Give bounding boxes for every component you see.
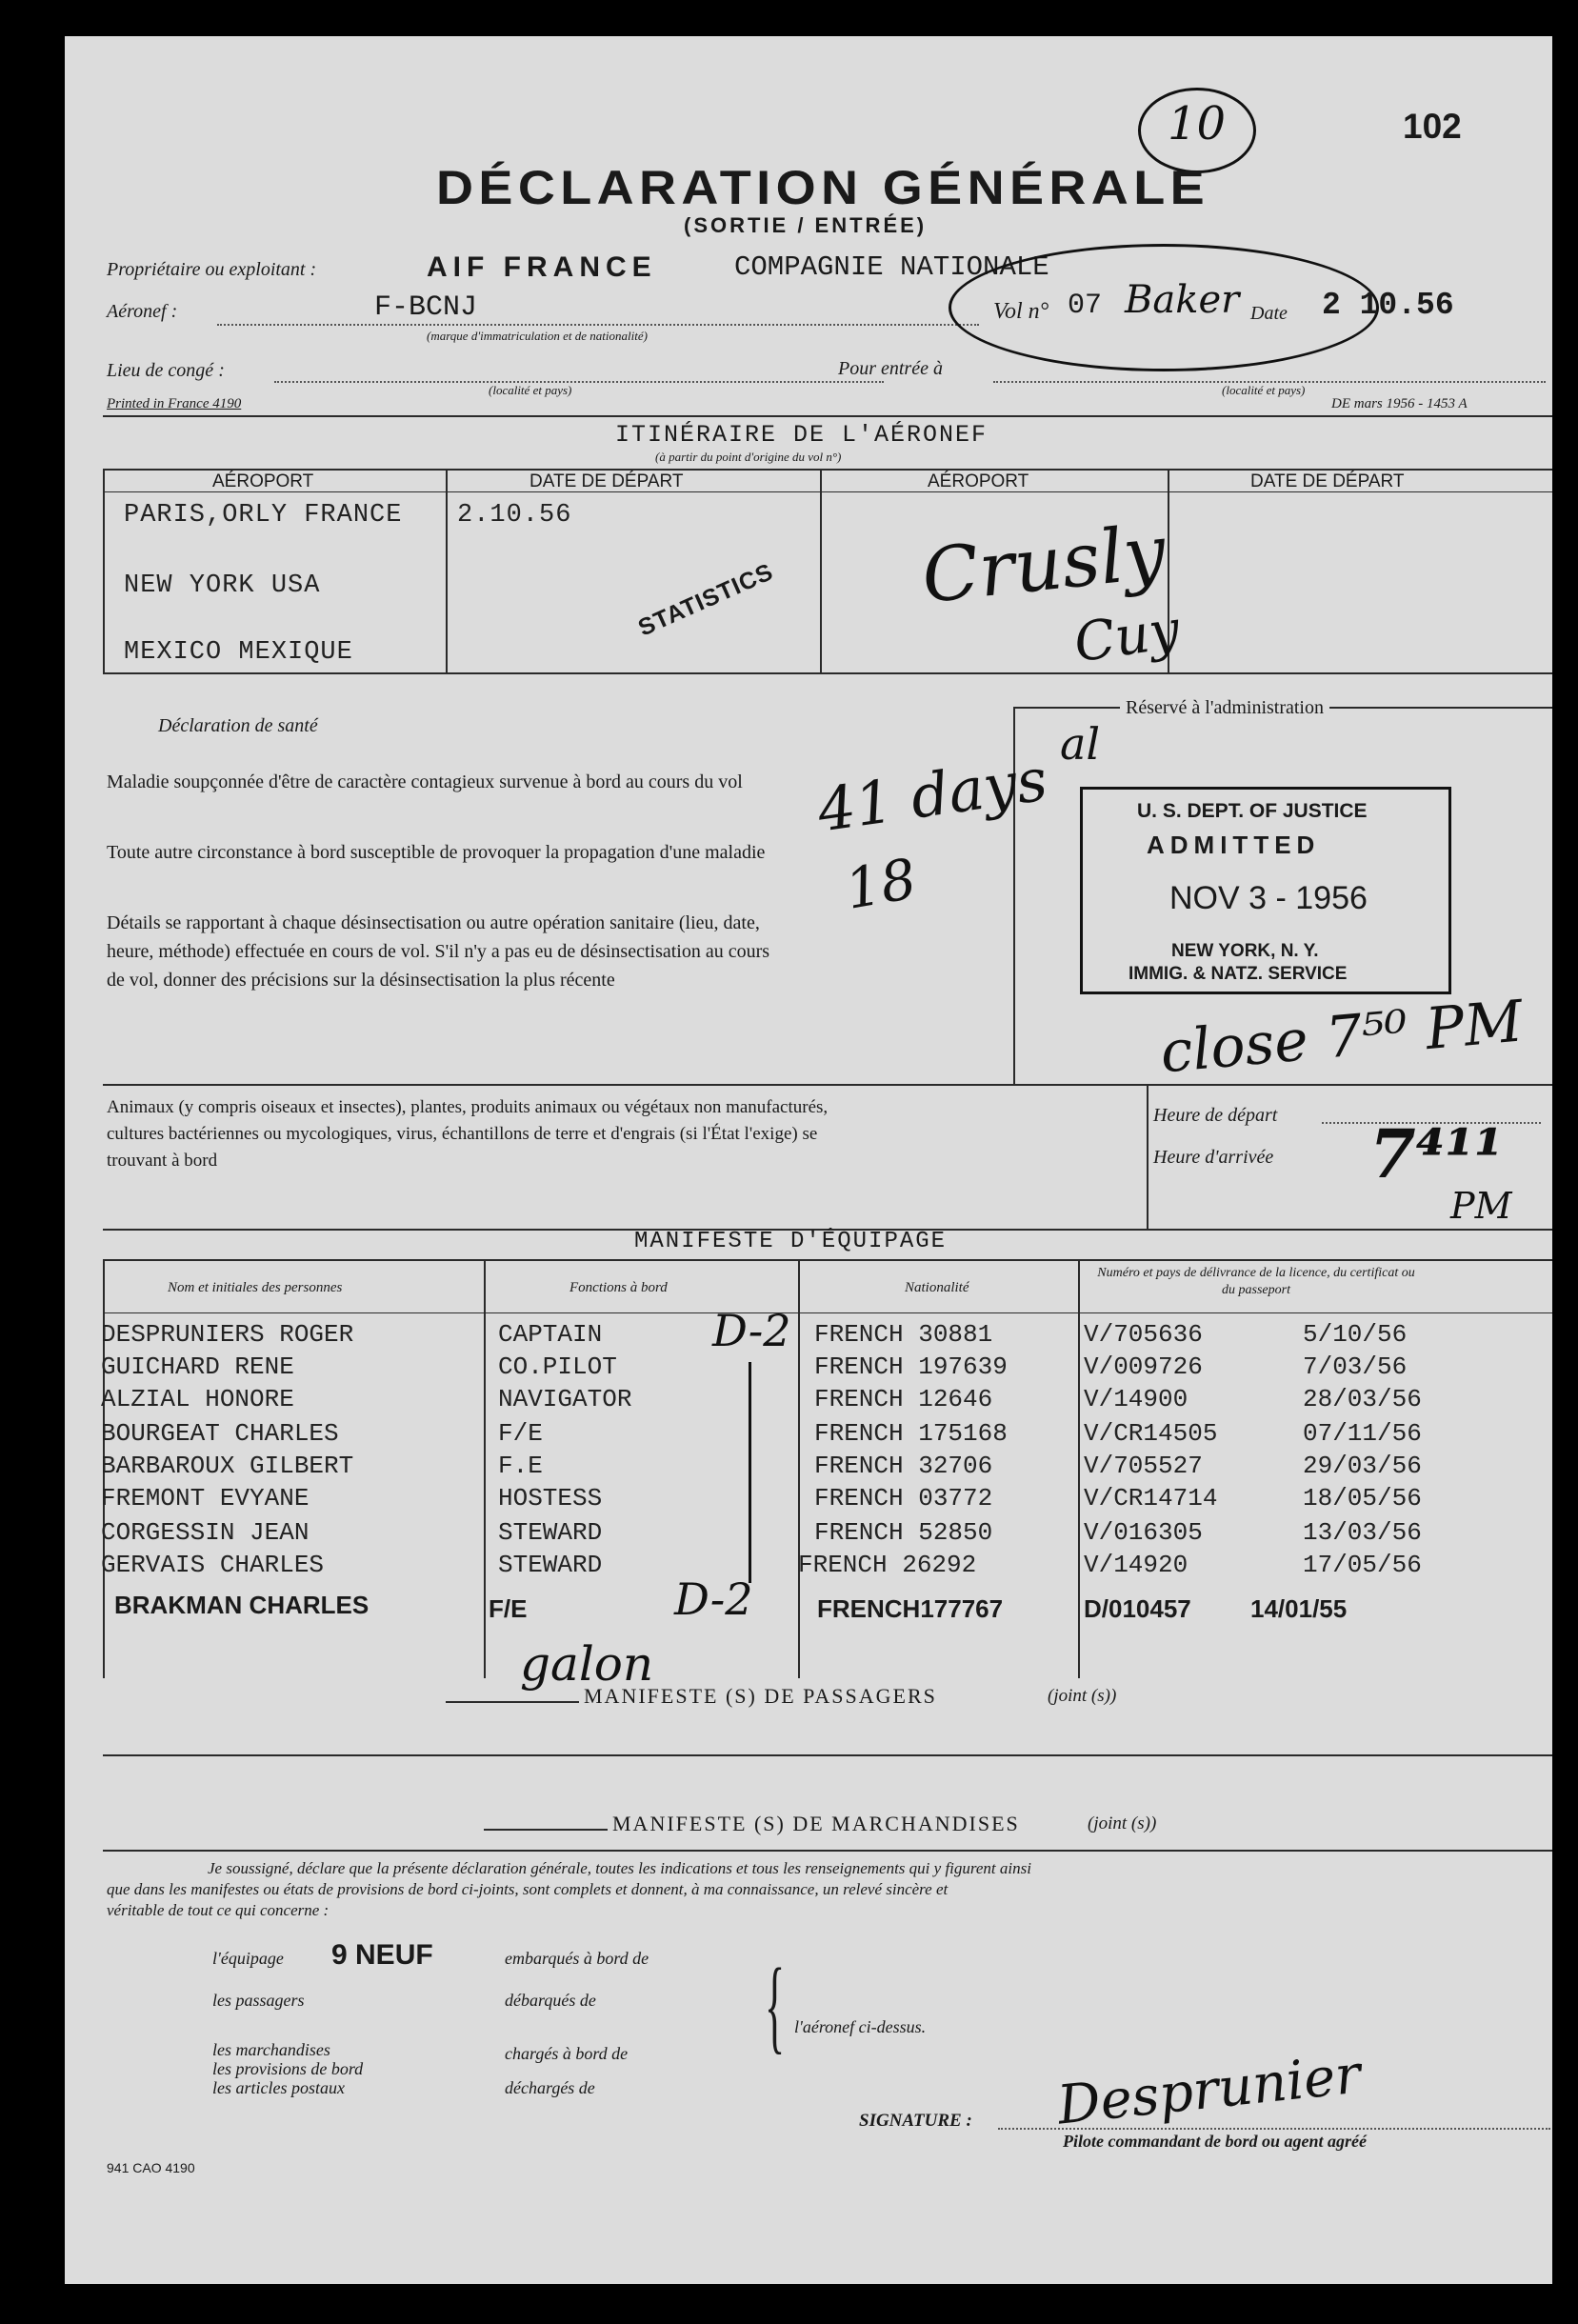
flight-handwritten: Baker	[1125, 278, 1240, 322]
summary-loaded: chargés à bord de	[505, 2044, 629, 2063]
handwritten-note: 18	[840, 846, 922, 922]
crew-header: Nom et initiales des personnes	[168, 1280, 343, 1295]
stamp-line: NEW YORK, N. Y.	[1171, 941, 1319, 961]
stamp-date: NOV 3 - 1956	[1169, 880, 1368, 916]
printer-left: Printed in France 4190	[107, 396, 242, 411]
page-number: 102	[1403, 107, 1462, 146]
crew-license: V/009726	[1084, 1352, 1203, 1381]
statistics-stamp: STATISTICS	[634, 558, 778, 642]
summary-crew-label: l'équipage	[212, 1949, 284, 1968]
admin-label: Réservé à l'administration	[1120, 697, 1329, 719]
summary-disembarked: débarqués de	[505, 1991, 596, 2010]
handwritten-initials: Cuy	[1070, 598, 1184, 675]
crew-function: NAVIGATOR	[498, 1385, 632, 1413]
arrival-time-label: Heure d'arrivée	[1153, 1147, 1274, 1168]
itinerary-header: AÉROPORT	[928, 471, 1029, 491]
rule	[484, 1259, 486, 1678]
rule	[103, 1754, 1552, 1756]
rule	[103, 1084, 1552, 1086]
handwritten-mark: D-2	[674, 1573, 753, 1625]
crew-name: BARBAROUX GILBERT	[101, 1452, 354, 1480]
summary-passengers-label: les passagers	[212, 1991, 305, 2010]
itinerary-header: DATE DE DÉPART	[1250, 471, 1405, 491]
crew-function: HOSTESS	[498, 1484, 603, 1513]
summary-mail-label: les articles postaux	[212, 2078, 345, 2097]
aircraft-value: F-BCNJ	[374, 291, 478, 324]
crew-header: Fonctions à bord	[569, 1280, 668, 1295]
rule	[103, 1312, 1552, 1313]
departure-line	[274, 381, 884, 383]
rule	[103, 672, 1552, 674]
health-line: Maladie soupçonnée d'être de caractère contagieux survenue à bord au cours du vol	[107, 771, 743, 792]
crew-name: BRAKMAN CHARLES	[114, 1591, 370, 1619]
itinerary-date: 2.10.56	[457, 501, 572, 530]
handwritten-close: close 7⁵⁰ PM	[1157, 988, 1526, 1087]
signature-label: SIGNATURE :	[859, 2111, 972, 2131]
crew-function: STEWARD	[498, 1518, 603, 1547]
summary-provisions-label: les provisions de bord	[212, 2059, 364, 2078]
arrival-label: Pour entrée à	[838, 358, 943, 379]
crew-name: GERVAIS CHARLES	[101, 1551, 325, 1579]
crew-header: Numéro et pays de délivrance de la licence, du certificat ou du passeport	[1097, 1266, 1415, 1297]
aircraft-hint: (marque d'immatriculation et de nationalité)	[427, 329, 648, 343]
crew-name: BOURGEAT CHARLES	[101, 1419, 339, 1448]
crew-license: D/010457	[1084, 1594, 1191, 1623]
crew-license: V/705527	[1084, 1452, 1203, 1480]
crew-name: FREMONT EVYANE	[101, 1484, 310, 1513]
itinerary-header: DATE DE DÉPART	[529, 471, 684, 491]
crew-license: V/CR14505	[1084, 1419, 1218, 1448]
circled-mark: 10	[1168, 97, 1227, 150]
summary-embarked: embarqués à bord de	[505, 1949, 649, 1968]
rule	[798, 1259, 800, 1678]
form-footer: 941 CAO 4190	[107, 2160, 195, 2175]
handwritten-note: 41 days	[813, 744, 1052, 846]
crew-function: F.E	[498, 1452, 543, 1480]
itinerary-title: ITINÉRAIRE DE L'AÉRONEF	[615, 421, 989, 449]
departure-hint: (localité et pays)	[489, 383, 572, 397]
page-title: DÉCLARATION GÉNÉRALE	[436, 161, 1210, 214]
stamp-admitted: ADMITTED	[1147, 831, 1321, 859]
crew-nationality: FRENCH 12646	[814, 1385, 993, 1413]
arrival-time-pm: PM	[1450, 1185, 1512, 1227]
crew-license: V/705636	[1084, 1320, 1203, 1349]
arrival-time-handwritten: 7⁴¹¹	[1369, 1114, 1504, 1193]
health-line: Détails se rapportant à chaque désinsectisation ou autre opération sanitaire (lieu, date,	[107, 912, 760, 933]
flight-date: 2 10.56	[1322, 288, 1454, 323]
summary-crew-value: 9 NEUF	[331, 1939, 433, 1971]
summary-unloaded: déchargés de	[505, 2078, 595, 2097]
animals-line: Animaux (y compris oiseaux et insectes), plantes, produits animaux ou végétaux non manufacturés,	[107, 1097, 829, 1117]
stamp-line: U. S. DEPT. OF JUSTICE	[1137, 800, 1368, 822]
attestation-line: que dans les manifestes ou états de provisions de bord ci-joints, sont complets et donnent, à ma connaissance, un relevé sincère et	[107, 1880, 949, 1898]
rule	[103, 469, 1552, 471]
crew-date: 13/03/56	[1303, 1518, 1422, 1547]
goods-title: MANIFESTE (S) DE MARCHANDISES	[612, 1812, 1020, 1835]
crew-nationality: FRENCH 52850	[814, 1518, 993, 1547]
crew-license: V/016305	[1084, 1518, 1203, 1547]
crew-date: 7/03/56	[1303, 1352, 1408, 1381]
crew-name: DESPRUNIERS ROGER	[101, 1320, 354, 1349]
rule	[446, 1701, 579, 1703]
stamp-line: IMMIG. & NATZ. SERVICE	[1129, 964, 1348, 984]
handwritten-note: al	[1060, 718, 1101, 770]
crew-date: 29/03/56	[1303, 1452, 1422, 1480]
rule	[103, 415, 1552, 417]
health-line: heure, méthode) effectuée en cours de vol. S'il n'y a pas eu de désinsectisation au cours	[107, 941, 770, 962]
crew-date: 18/05/56	[1303, 1484, 1422, 1513]
handwritten-mark: galon	[520, 1636, 654, 1692]
crew-nationality: FRENCH 30881	[814, 1320, 993, 1349]
crew-name: GUICHARD RENE	[101, 1352, 294, 1381]
rule	[103, 469, 105, 672]
crew-header: Nationalité	[905, 1280, 969, 1295]
handwritten-bracket	[749, 1362, 751, 1583]
passengers-title: MANIFESTE (S) DE PASSAGERS	[584, 1684, 937, 1708]
health-title: Déclaration de santé	[158, 715, 318, 736]
aircraft-label: Aéronef :	[107, 301, 178, 322]
crew-nationality: FRENCH 32706	[814, 1452, 993, 1480]
animals-line: cultures bactériennes ou mycologiques, virus, échantillons de terre et d'engrais (si l'État l'exige) se	[107, 1124, 818, 1144]
rule	[484, 1829, 608, 1831]
aircraft-line	[217, 324, 979, 326]
signature-scrawl: Desprunier	[1054, 2043, 1364, 2137]
rule	[820, 469, 822, 672]
crew-nationality: FRENCH177767	[817, 1594, 1004, 1623]
crew-function: CO.PILOT	[498, 1352, 617, 1381]
rule	[103, 1850, 1552, 1852]
crew-date: 14/01/55	[1250, 1594, 1348, 1623]
crew-function: CAPTAIN	[498, 1320, 603, 1349]
rule	[103, 1259, 1552, 1261]
health-line: de vol, donner des précisions sur la désinsectisation la plus récente	[107, 970, 615, 991]
crew-date: 17/05/56	[1303, 1551, 1422, 1579]
page-subtitle: (SORTIE / ENTRÉE)	[684, 213, 928, 237]
summary-goods-label: les marchandises	[212, 2040, 330, 2059]
summary-aircraft: l'aéronef ci-dessus.	[794, 2017, 927, 2036]
flight-number: 07	[1068, 290, 1103, 322]
crew-license: V/14920	[1084, 1551, 1188, 1579]
itinerary-header: AÉROPORT	[212, 471, 314, 491]
crew-function: F/E	[498, 1419, 543, 1448]
owner-label: Propriétaire ou exploitant :	[107, 259, 317, 280]
animals-line: trouvant à bord	[107, 1151, 218, 1171]
crew-nationality: FRENCH 03772	[814, 1484, 993, 1513]
crew-nationality: FRENCH 175168	[814, 1419, 1008, 1448]
flight-label: Vol n°	[993, 299, 1049, 324]
goods-joint: (joint (s))	[1088, 1813, 1157, 1833]
health-line: Toute autre circonstance à bord susceptible de provoquer la propagation d'une maladie	[107, 842, 766, 863]
crew-title: MANIFESTE D'ÉQUIPAGE	[634, 1229, 948, 1254]
printer-right: DE mars 1956 - 1453 A	[1331, 396, 1468, 411]
crew-name: CORGESSIN JEAN	[101, 1518, 310, 1547]
crew-license: V/CR14714	[1084, 1484, 1218, 1513]
itinerary-airport: NEW YORK USA	[124, 571, 321, 600]
arrival-hint: (localité et pays)	[1222, 383, 1306, 397]
signature-caption: Pilote commandant de bord ou agent agréé	[1063, 2132, 1367, 2151]
owner-value: AIF FRANCE	[427, 251, 657, 283]
owner-company: COMPAGNIE NATIONALE	[734, 251, 1049, 283]
crew-date: 5/10/56	[1303, 1320, 1408, 1349]
crew-date: 07/11/56	[1303, 1419, 1422, 1448]
crew-nationality: FRENCH 197639	[814, 1352, 1008, 1381]
handwritten-mark: D-2	[712, 1305, 791, 1356]
attestation-line: véritable de tout ce qui concerne :	[107, 1901, 330, 1919]
departure-label: Lieu de congé :	[107, 360, 225, 381]
flight-date-label: Date	[1250, 303, 1288, 324]
passengers-joint: (joint (s))	[1048, 1686, 1117, 1706]
itinerary-airport: MEXICO MEXIQUE	[124, 638, 353, 667]
crew-license: V/14900	[1084, 1385, 1188, 1413]
crew-date: 28/03/56	[1303, 1385, 1422, 1413]
crew-function: STEWARD	[498, 1551, 603, 1579]
attestation-line: Je soussigné, déclare que la présente déclaration générale, toutes les indications et tous les renseignements qui y figurent ainsi	[208, 1859, 1031, 1877]
document-page	[65, 36, 1552, 2284]
itinerary-subtitle: (à partir du point d'origine du vol n°)	[655, 450, 842, 464]
handwritten-signature: Crusly	[917, 509, 1170, 621]
departure-time-label: Heure de départ	[1153, 1105, 1278, 1126]
crew-nationality: FRENCH 26292	[798, 1551, 977, 1579]
crew-function: F/E	[489, 1594, 528, 1623]
itinerary-airport: PARIS,ORLY FRANCE	[124, 501, 403, 530]
rule	[446, 469, 448, 672]
summary-brace: {	[765, 1947, 786, 2063]
crew-name: ALZIAL HONORE	[101, 1385, 294, 1413]
rule	[1147, 1084, 1149, 1229]
rule	[1078, 1259, 1080, 1678]
